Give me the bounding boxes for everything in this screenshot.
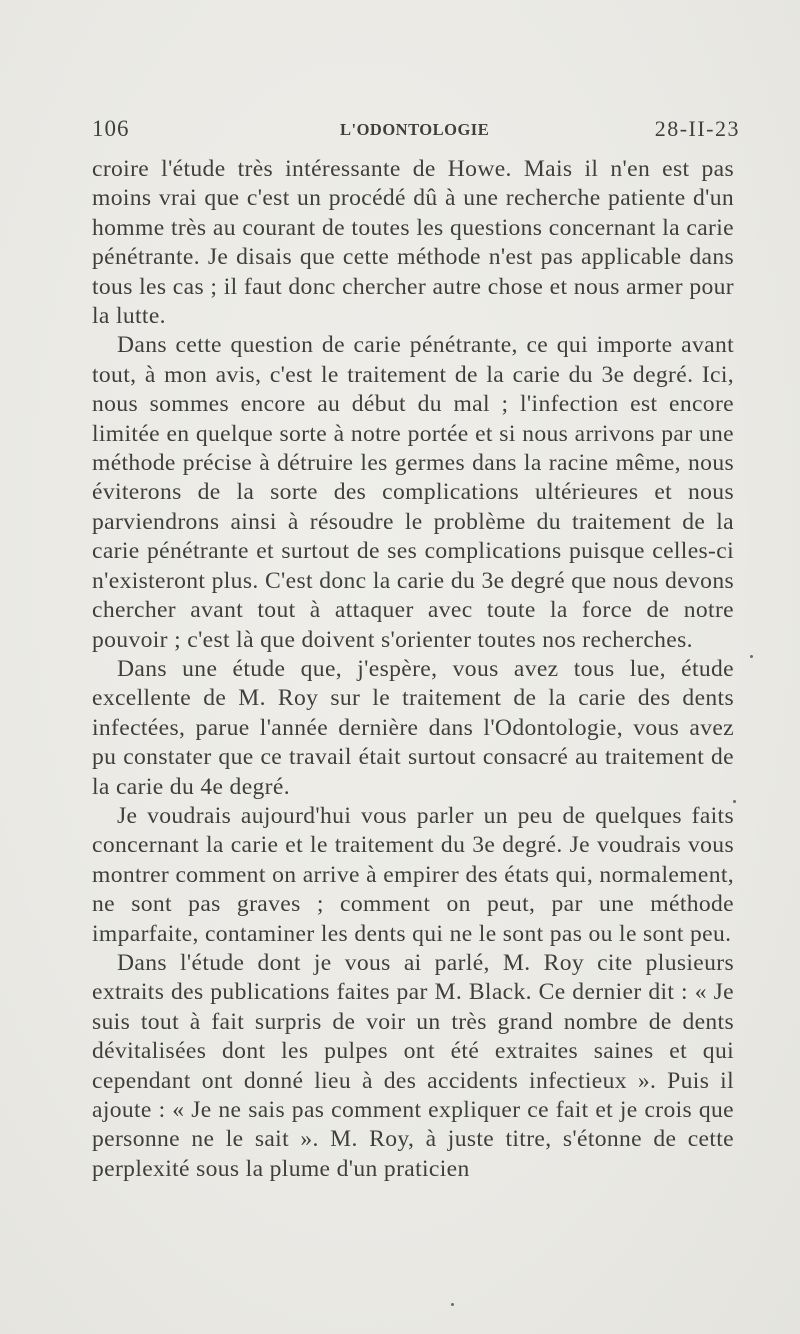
issue-date: 28-II-23 — [654, 116, 740, 141]
page-header — [92, 116, 740, 148]
running-title: L'ODONTOLOGIE — [340, 120, 490, 139]
paper-speck — [733, 800, 736, 803]
paragraph-5: Dans l'étude dont je vous ai parlé, M. Roy cite plusieurs extraits des publications faites par M. Black. Ce dernier dit : « Je suis tout à fait surpris de voir un très grand nombre de dents dévitalisées dont les pulpes ont été extraites saines et qui cependant ont donné lieu à des accidents infectieux ». Puis il ajoute : « Je ne sais pas comment expliquer ce fait et je crois que personne ne le sait ». M. Roy, à juste titre, s'étonne de cette perplexité sous la plume d'un praticien — [92, 949, 734, 1182]
paper-speck — [750, 655, 753, 658]
paragraph-4: Je voudrais aujourd'hui vous parler un peu de quelques faits concernant la carie et le traitement du 3e degré. Je voudrais vous montrer comment on arrive à empirer des états qui, normalement, ne sont pas graves ; comment on peut, par une méthode imparfaite, contaminer les dents qui ne le sont pas ou le sont peu. — [92, 802, 734, 947]
body-text — [92, 155, 734, 1184]
paragraph-1: croire l'étude très intéressante de Howe. Mais il n'en est pas moins vrai que c'est un procédé dû à une recherche patiente d'un homme très au courant de toutes les questions concernant la carie pénétrante. Je disais que cette méthode n'est pas applicable dans tous les cas ; il faut donc chercher autre chose et nous armer pour la lutte. — [92, 156, 734, 330]
paragraph-3: Dans une étude que, j'espère, vous avez tous lue, étude excellente de M. Roy sur le traitement de la carie des dents infectées, parue l'année dernière dans l'Odontologie, vous avez pu constater que ce travail était surtout consacré au traitement de la carie du 4e degré. — [92, 655, 734, 800]
page-number: 106 — [92, 116, 130, 141]
paper-speck — [451, 1303, 454, 1306]
paragraph-2: Dans cette question de carie pénétrante, ce qui importe avant tout, à mon avis, c'est le traitement de la carie du 3e degré. Ici, nous sommes encore au début du mal ; l'infection est encore limitée en quelque sorte à notre portée et si nous arrivons par une méthode précise à détruire les germes dans la racine même, nous éviterons de la sorte des complications ultérieures et nous parviendrons ainsi à résoudre le problème du traitement de la carie pénétrante et surtout de ses complications puisque celles-ci n'existeront plus. C'est donc la carie du 3e degré que nous devons chercher avant tout à attaquer avec toute la force de notre pouvoir ; c'est là que doivent s'orienter toutes nos recherches. — [92, 332, 734, 653]
